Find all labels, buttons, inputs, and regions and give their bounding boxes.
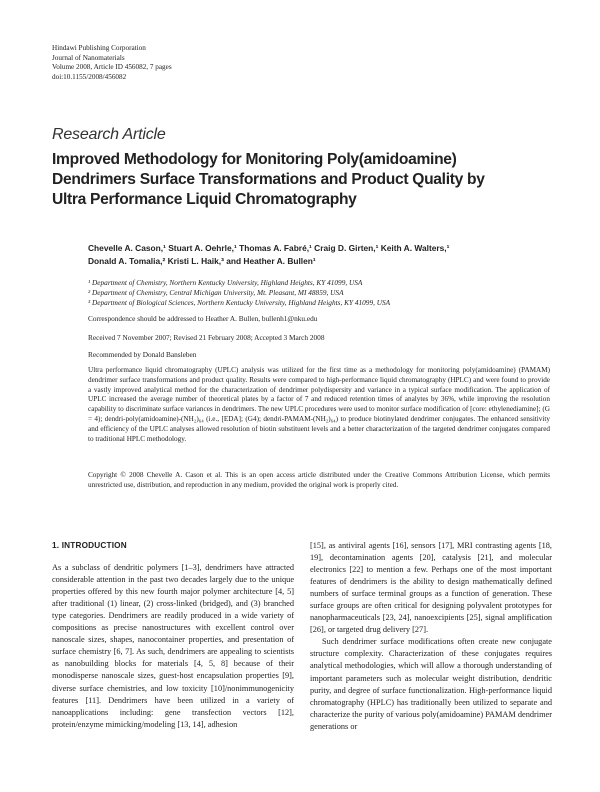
title-line: Dendrimers Surface Transformations and Product Quality by [52,171,485,188]
journal-name: Journal of Nanomaterials [52,53,125,62]
abstract: Ultra performance liquid chromatography (UPLC) analysis was utilized for the first time as a methodology for monitoring poly(amidoamine) (PAMAM) dendrimer surface transformations and product quality. Results were compared to high-performance liquid chromatography (HPLC) and were found to provide a vastly improved analytical method for the characterization of dendrimer polydispersity and variance in a typical surface modification. The application of UPLC increased the average number of theoretical plates by a factor of 7 and reduced retention times of analytes by 36%, while improving the resolution capability to discriminate surface variances in dendrimers. The new UPLC procedures were used to monitor surface modification of [core: ethylenediamine]; (G = 4); dendri-poly(amidoamine)-(NH₂)₆₄ (i.e., [EDA]; (G4); dendri-PAMAM-(NH₂)₆₄) to produce biotinylated dendrimer conjugates. The enhanced sensitivity and efficiency of the UPLC analyses allowed resolution of biotin substituent levels and a better characterization of the targeted dendrimer conjugates compared to traditional HPLC methodology. [88,366,550,443]
title-line: Ultra Performance Liquid Chromatography [52,191,357,208]
body-paragraph: Such dendrimer surface modifications often create new conjugate structure complexity. Characterization of these conjugates requires analytical methodologies, which will allow a thorough understanding of important parameters such as molecular weight distribution, dendritic purity, and degree of surface functionalization. High-performance liquid chromatography (HPLC) has traditionally been utilized to separate and characterize the purity of various poly(amidoamine) PAMAM dendrimer generations or [310,637,552,731]
right-column [310,540,552,733]
correspondence: Correspondence should be addressed to Heather A. Bullen, bullenh1@nku.edu [88,314,318,323]
publication-info [52,44,172,82]
affiliations [88,278,390,307]
title-line: Improved Methodology for Monitoring Poly(amidoamine) [52,151,457,168]
recommended-by: Recommended by Donald Bansleben [88,350,197,359]
paper-title [52,150,572,210]
publisher: Hindawi Publishing Corporation [52,44,146,52]
article-type: Research Article [52,126,166,143]
affiliation: ¹ Department of Chemistry, Northern Kentucky University, Highland Heights, KY 41099, USA [88,278,363,287]
left-column [52,540,294,731]
body-paragraph: As a subclass of dendritic polymers [1–3], dendrimers have attracted considerable attention in the past two decades largely due to the unique properties offered by this new fourth major polymer architecture [4, 5] after traditional (1) linear, (2) cross-linked (bridged), and (3) branched type categories. Dendrimers are readily produced in a wide variety of compositions as precise nanostructures with excellent control over nanoscale sizes, shapes, nanocontainer properties, and presentation of surface chemistry [6, 7]. As such, dendrimers are appealing to scientists as nanobuilding blocks for materials [4, 5, 8] because of their monodisperse nanoscale sizes, guest-host encapsulation properties [9], diverse surface chemistries, and low toxicity [10]/nonimmunogenicity features [11]. Dendrimers have been utilized in a variety of nanoapplications including: gene transfection vectors [12], protein/enzyme mimicking/modeling [13, 14], adhesion [52,563,294,729]
received-dates: Received 7 November 2007; Revised 21 February 2008; Accepted 3 March 2008 [88,333,325,342]
doi[interactable]: doi:10.1155/2008/456082 [52,72,127,81]
body-paragraph: [15], as antiviral agents [16], sensors [17], MRI contrasting agents [18, 19], decontamination agents [20], catalysis [21], and molecular electronics [22] to mention a few. Perhaps one of the most important features of dendrimers is the ability to design mathematically defined numbers of surface terminal groups as a function of generation. These surface groups are often critical for designing polyvalent prototypes for nanopharmaceuticals [23, 24], nanoexcipients [25], signal amplification [26], or targeted drug delivery [27]. [310,541,552,635]
affiliation: ² Department of Chemistry, Central Michigan University, Mt. Pleasant, MI 48859, USA [88,287,344,297]
authors-line: Donald A. Tomalia,² Kristi L. Haik,³ and Heather A. Bullen¹ [88,256,316,266]
copyright-notice: Copyright © 2008 Chevelle A. Cason et al. This is an open access article distributed under the Creative Commons Attribution License, which permits unrestricted use, distribution, and reproduction in any medium, provided the original work is properly cited. [88,471,550,489]
author-list [88,242,548,268]
authors-line: Chevelle A. Cason,¹ Stuart A. Oehrle,¹ Thomas A. Fabré,¹ Craig D. Girten,¹ Keith A. Walters,¹ [88,243,450,253]
volume-info: Volume 2008, Article ID 456082, 7 pages [52,63,172,72]
section-heading: 1. INTRODUCTION [52,541,127,550]
affiliation: ³ Department of Biological Sciences, Northern Kentucky University, Highland Heights, KY 41099, USA [88,297,391,307]
